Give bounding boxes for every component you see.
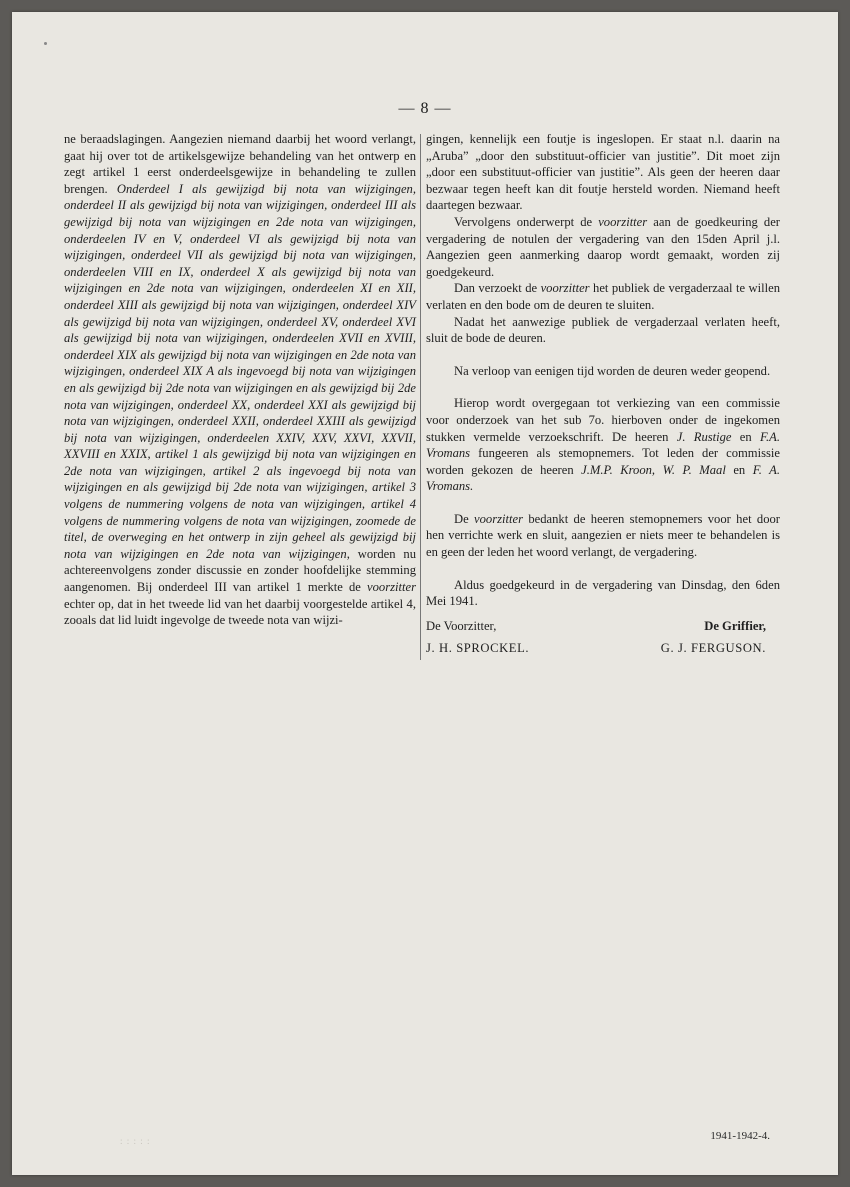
- right-paragraph-6: Hierop wordt overgegaan tot verkiezing van een commissie voor onderzoek van het sub 7o. hierboven onder de ingekomen stukken vermelde verzoekschrift. De heeren J. Rustige en F.A. Vromans fungeeren als stemopnemers. Tot leden der commissie worden gekozen de heeren J.M.P. Kroon, W. P. Maal en F. A. Vromans.: [426, 396, 781, 494]
- paragraph-text: echter op, dat in het tweede lid van het daarbij voorgestelde artikel 4, zooals dat lid luidt ingevolge de tweede nota van wijzi-: [64, 596, 416, 628]
- column-divider: [420, 134, 421, 660]
- punch-mark: [44, 42, 47, 45]
- chairman-name: J. H. SPROCKEL.: [426, 641, 530, 656]
- paragraph-text: , worden nu achtereenvolgens zonder discussie en zonder hoofdelijke stemming aangenomen. Bij onderdeel III van artikel 1 merkte de: [64, 546, 417, 595]
- right-paragraph-2: Vervolgens onderwerpt de voorzitter aan de goedkeuring der vergadering de notulen der vergadering van den 15den April j.l. Aangezien geen aanmerking daarop wordt gemaakt, worden zij goedgekeurd.: [426, 214, 780, 279]
- right-paragraph-5: Na verloop van eenigen tijd worden de deuren weder geopend.: [454, 363, 771, 378]
- footer-code: 1941-1942-4.: [710, 1130, 770, 1142]
- left-paragraph: [64, 131, 416, 629]
- clerk-name: G. J. FERGUSON.: [660, 641, 766, 656]
- page-number: — 8 —: [398, 100, 452, 117]
- chairman-title: De Voorzitter,: [426, 618, 497, 633]
- left-column: [64, 131, 416, 629]
- faint-stamp-mark: : : : : :: [120, 1136, 151, 1146]
- document-page: [12, 12, 838, 1175]
- right-paragraph-3: Dan verzoekt de voorzitter het publiek de vergaderzaal te willen verlaten en den bode om de deuren te sluiten.: [426, 281, 781, 312]
- right-paragraph-1: gingen, kennelijk een foutje is ingeslopen. Er staat n.l. daarin na „Aruba” „door den substituut-officier van justitie”. Dit moet zijn „door een substituut-officier van justitie”. Als geen der heeren daar bezwaar tegen heeft kan dit foutje hersteld worden. Niemand heeft daartegen bezwaar.: [426, 132, 780, 213]
- signature-titles: [426, 618, 780, 635]
- right-paragraph-4: Nadat het aanwezige publiek de vergaderzaal verlaten heeft, sluit de bode de deuren.: [426, 314, 780, 346]
- signature-names: [426, 640, 780, 657]
- approval-statement: Aldus goedgekeurd in de vergadering van Dinsdag, den 6den Mei 1941.: [426, 577, 780, 609]
- paragraph-italic-text: voorzitter: [367, 580, 416, 595]
- clerk-title: De Griffier,: [704, 618, 766, 633]
- paragraph-text: ne beraadslagingen. Aangezien niemand daarbij het woord verlangt, gaat hij over tot de artikelsgewijze behandeling van het ontwerp en zegt artikel 1 eerst onderdeelsgewijze in behandeling te zullen brengen.: [64, 132, 416, 196]
- right-column: [426, 131, 780, 657]
- right-paragraph-7: De voorzitter bedankt de heeren stemopnemers voor het door hen verrichte werk en sluit, aangezien er niets meer te behandelen is en geen der leden het woord verlangt, de vergadering.: [426, 511, 780, 560]
- paragraph-italic-text: Onderdeel I als gewijzigd bij nota van wijzigingen, onderdeel II als gewijzigd bij nota van wijzigingen, onderdeel III als gewijzigd bij nota van wijzigingen en 2de nota van wijzigingen, onderdeelen IV en V, onderdeel VI als gewijzigd bij nota van wijzigingen, onderdeel VII als gewijzigd bij nota van wijzigingen, onderdeelen VIII en IX, onderdeel X als gewijzigd bij nota van wijzigingen en 2de nota van wijzigingen, onderdeelen XI en XII, onderdeel XIII als gewijzigd bij nota van wijzigingen, onderdeel XIV als gewijzigd bij nota van wijzigingen, onderdeel XV, onderdeel XVI als gewijzigd bij nota van wijzigingen, onderdeelen XVII en XVIII, onderdeel XIX als gewijzigd bij nota van wijzigingen en 2de nota van wijzigingen, onderdeel XIX A als ingevoegd bij nota van wijzigingen en als gewijzigd bij 2de nota van wijzigingen en als gewijzigd bij 2de nota van wijzigingen, onderdeel XX, onderdeel XXI als gewijzigd bij nota van wijzigingen, onderdeel XXII, onderdeel XXIII als gewijzigd bij nota van wijzigingen, onderdeelen XXIV, XXV, XXVI, XXVII, XXVIII en XXIX, artikel 1 als gewijzigd bij nota van wijzigingen en 2de nota van wijzigingen, artikel 2 als ingevoegd bij nota van wijzigingen en als gewijzigd bij 2de nota van wijzigingen, artikel 3 volgens de nummering volgens de nota van wijzigingen, artikel 4 volgens de nummering volgens de nota van wijzigingen, zoomede de titel, de overweging en het ontwerp in zijn geheel als gewijzigd bij nota van wijzigingen en 2de nota van wijzigingen: [64, 181, 416, 561]
